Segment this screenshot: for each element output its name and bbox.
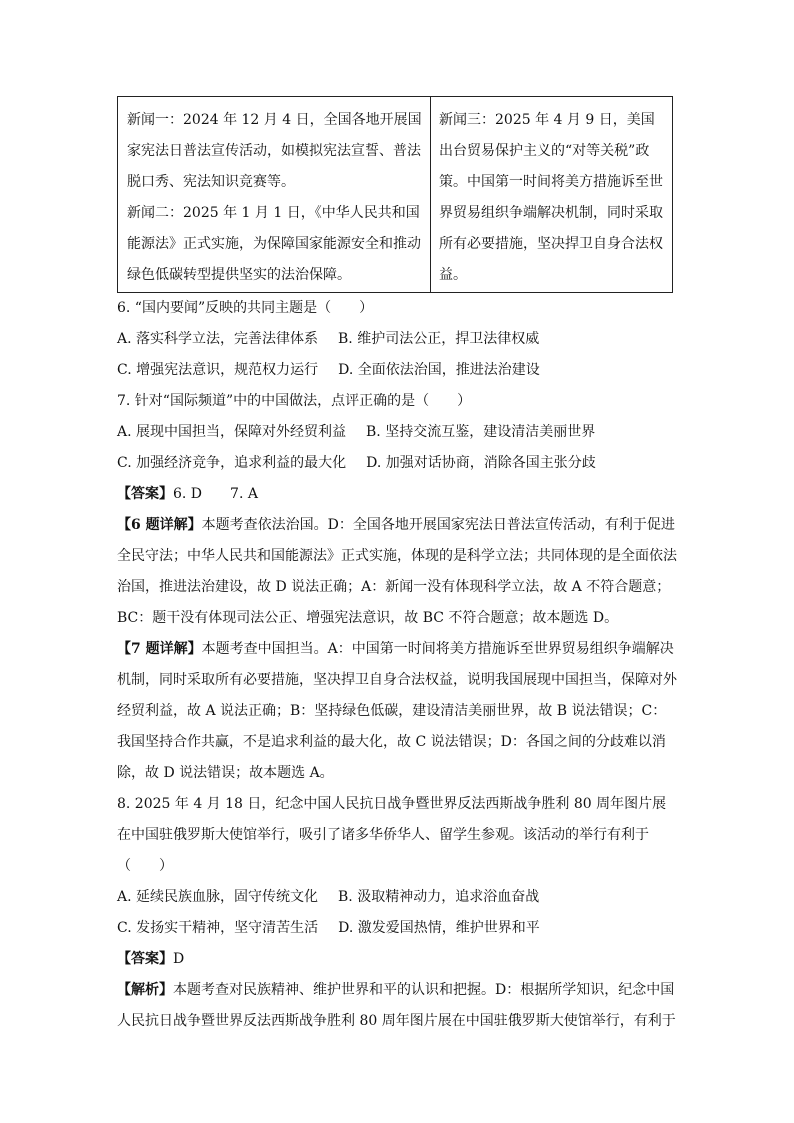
news-item-1: 新闻一：2024 年 12 月 4 日，全国各地开展国家宪法日普法宣传活动，如模拟宪法宣誓、普法脱口秀、宪法知识竞赛等。 bbox=[127, 112, 422, 190]
question-8-options-row-2 bbox=[117, 913, 677, 944]
detail-7 bbox=[117, 634, 677, 789]
answer-value: 6. D 7. A bbox=[173, 486, 258, 502]
detail-7-label: 【7 题详解】 bbox=[117, 641, 202, 657]
answer-8 bbox=[117, 944, 677, 975]
question-7-option-b: B. 坚持交流互鉴，建设清洁美丽世界 bbox=[366, 424, 596, 440]
question-7-stem: 7. 针对“国际频道”中的中国做法，点评正确的是（ ） bbox=[117, 393, 472, 409]
question-7-option-c: C. 加强经济竞争，追求利益的最大化 bbox=[117, 455, 347, 471]
detail-6 bbox=[117, 510, 677, 634]
question-6-option-b: B. 维护司法公正，捍卫法律权威 bbox=[338, 331, 540, 347]
question-8-option-b: B. 汲取精神动力，追求浴血奋战 bbox=[338, 889, 540, 905]
question-7-options-row-1 bbox=[117, 417, 677, 448]
question-6-option-a: A. 落实科学立法，完善法律体系 bbox=[117, 331, 319, 347]
question-6-options-row-2 bbox=[117, 355, 677, 386]
answer-6-7 bbox=[117, 479, 677, 510]
question-6-option-c: C. 增强宪法意识，规范权力运行 bbox=[117, 362, 319, 378]
question-6-options-row-1 bbox=[117, 324, 677, 355]
question-8-option-c: C. 发扬实干精神，坚守清苦生活 bbox=[117, 920, 319, 936]
analysis-8-text: 本题考查对民族精神、维护世界和平的认识和把握。D：根据所学知识，纪念中国人民抗日战争暨世界反法西斯战争胜利 80 周年图片展在中国驻俄罗斯大使馆举行，有利于 bbox=[117, 982, 676, 1029]
news-item-2: 新闻二：2025 年 1 月 1 日，《中华人民共和国能源法》正式实施，为保障国家能源安全和推动绿色低碳转型提供坚实的法治保障。 bbox=[127, 205, 421, 283]
question-6-stem: 6. “国内要闻”反映的共同主题是（ ） bbox=[117, 300, 374, 316]
news-international-cell bbox=[431, 97, 672, 292]
question-6-option-d: D. 全面依法治国，推进法治建设 bbox=[338, 362, 540, 378]
question-8-options-row-1 bbox=[117, 882, 677, 913]
question-8-option-d: D. 激发爱国热情，维护世界和平 bbox=[338, 920, 540, 936]
question-8-stem: 8. 2025 年 4 月 18 日，纪念中国人民抗日战争暨世界反法西斯战争胜利 80 周年图片展在中国驻俄罗斯大使馆举行，吸引了诸多华侨华人、留学生参观。该活动的举行有利于（ ） bbox=[117, 796, 667, 874]
analysis-8 bbox=[117, 975, 677, 1037]
detail-7-text: 本题考查中国担当。A：中国第一时间将美方措施诉至世界贸易组织争端解决机制，同时采取所有必要措施，坚决捍卫自身合法权益，说明我国展现中国担当，保障对外经贸利益，故 A 说法正确；B：坚持绿色低碳，建设清洁美丽世界，故 B 说法错误；C：我国坚持合作共赢，不是追求利益的最大化，故 C 说法错误；D：各国之间的分歧难以消除，故 D 说法错误；故本题选 A。 bbox=[117, 641, 677, 781]
news-item-3: 新闻三：2025 年 4 月 9 日，美国出台贸易保护主义的“对等关税”政策。中国第一时间将美方措施诉至世界贸易组织争端解决机制，同时采取所有必要措施，坚决捍卫自身合法权益。 bbox=[439, 112, 663, 283]
answer-label: 【答案】 bbox=[117, 486, 173, 502]
analysis-8-label: 【解析】 bbox=[117, 982, 173, 998]
question-7-option-a: A. 展现中国担当，保障对外经贸利益 bbox=[117, 424, 347, 440]
answer-8-value: D bbox=[173, 951, 185, 967]
detail-6-text: 本题考查依法治国。D：全国各地开展国家宪法日普法宣传活动，有利于促进全民守法；中华人民共和国能源法》正式实施，体现的是科学立法；共同体现的是全面依法治国，推进法治建设，故 D 说法正确；A：新闻一没有体现科学立法，故 A 不符合题意；BC：题干没有体现司法公正、增强宪法意识，故 BC 不符合题意；故本题选 D。 bbox=[117, 517, 677, 626]
answer-8-label: 【答案】 bbox=[117, 951, 173, 967]
news-domestic-cell bbox=[118, 97, 431, 292]
question-content bbox=[117, 293, 677, 1037]
question-8-option-a: A. 延续民族血脉，固守传统文化 bbox=[117, 889, 319, 905]
question-7-option-d: D. 加强对话协商，消除各国主张分歧 bbox=[366, 455, 596, 471]
question-7-options-row-2 bbox=[117, 448, 677, 479]
news-table bbox=[117, 96, 673, 293]
detail-6-label: 【6 题详解】 bbox=[117, 517, 202, 533]
